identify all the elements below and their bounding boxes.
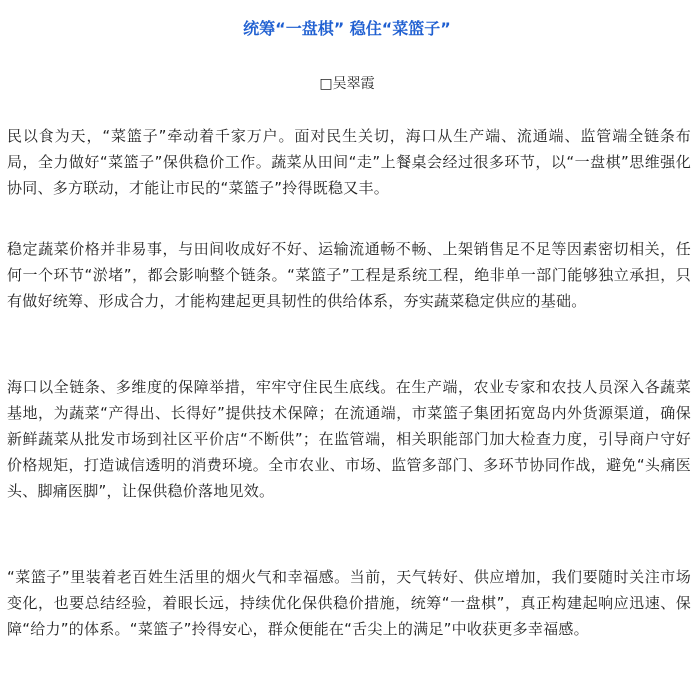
article-paragraph-3: 海口以全链条、多维度的保障举措，牢牢守住民生底线。在生产端，农业专家和农技人员深入各蔬菜基地，为蔬菜“产得出、长得好”提供技术保障；在流通端，市菜篮子集团拓宽岛内外货源渠道，确保新鲜蔬菜从批发市场到社区平价店“不断供”；在监管端，相关职能部门加大检查力度，引导商户守好价格规矩，打造诚信透明的消费环境。全市农业、市场、监管多部门、多环节协同作战，避免“头痛医头、脚痛医脚”，让保供稳价落地见效。: [7, 378, 691, 500]
article-title: 统筹“一盘棋” 稳住“菜篮子”: [243, 19, 451, 38]
article-byline: □吴翠霞: [319, 76, 375, 92]
article-paragraph-2: 稳定蔬菜价格并非易事，与田间收成好不好、运输流通畅不畅、上架销售足不足等因素密切相关，任何一个环节“淤堵”，都会影响整个链条。“菜篮子”工程是系统工程，绝非单一部门能够独立承担，只有做好统筹、形成合力，才能构建起更具韧性的供给体系，夯实蔬菜稳定供应的基础。: [7, 240, 691, 310]
article-paragraph-1: 民以食为天，“菜篮子”牵动着千家万户。面对民生关切，海口从生产端、流通端、监管端全链条布局，全力做好“菜篮子”保供稳价工作。蔬菜从田间“走”上餐桌会经过很多环节，以“一盘棋”思维强化协同、多方联动，才能让市民的“菜篮子”拎得既稳又丰。: [7, 127, 691, 197]
article-paragraph-4: “菜篮子”里装着老百姓生活里的烟火气和幸福感。当前，天气转好、供应增加，我们要随时关注市场变化，也要总结经验，着眼长远，持续优化保供稳价措施，统筹“一盘棋”，真正构建起响应迅速、保障“给力”的体系。“菜篮子”拎得安心，群众便能在“舌尖上的满足”中收获更多幸福感。: [7, 568, 691, 638]
